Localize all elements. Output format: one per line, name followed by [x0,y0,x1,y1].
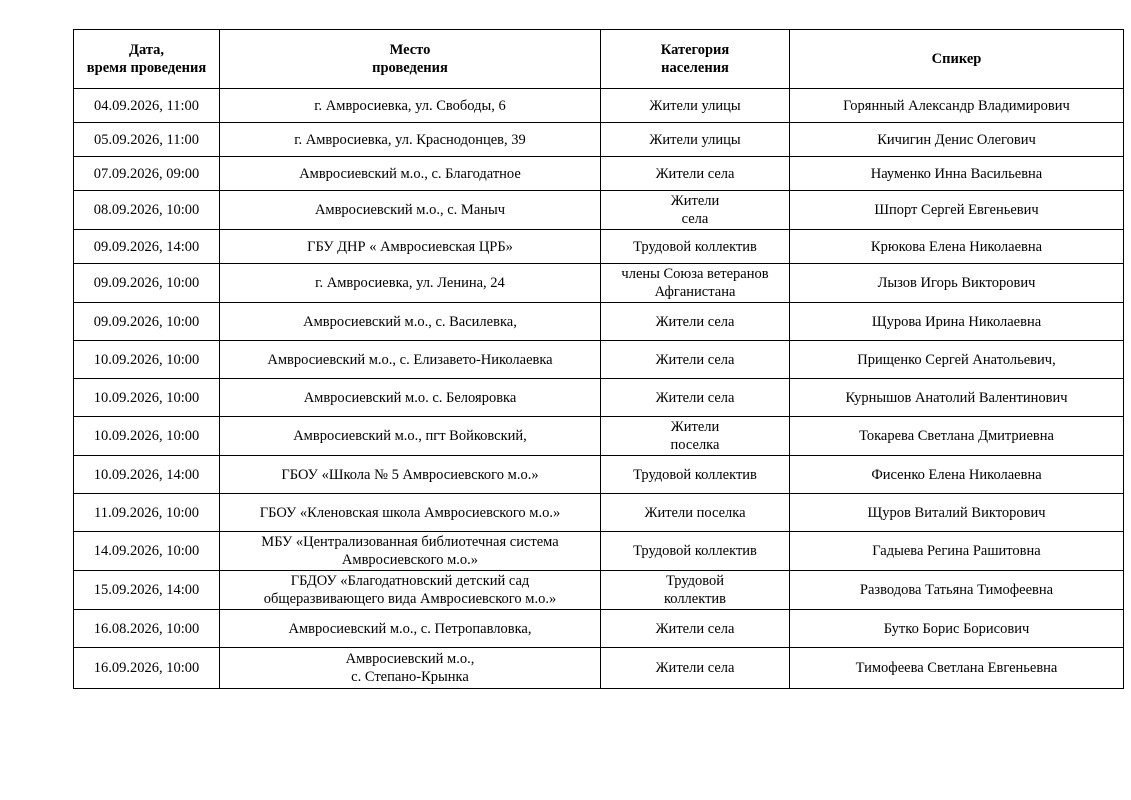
cell-place: Амвросиевский м.о., с. Василевка, [220,303,601,341]
header-category: Категория населения [601,30,790,89]
cell-speaker: Науменко Инна Васильевна [790,157,1124,191]
schedule-table [73,29,1124,689]
header-place: Место проведения [220,30,601,89]
cell-speaker: Токарева Светлана Дмитриевна [790,417,1124,456]
table-row [74,123,1124,157]
table-row [74,89,1124,123]
table-row [74,417,1124,456]
cell-speaker: Фисенко Елена Николаевна [790,456,1124,494]
cell-category: Трудовой коллектив [601,230,790,264]
cell-date: 08.09.2026, 10:00 [74,191,220,230]
cell-date: 09.09.2026, 14:00 [74,230,220,264]
table-row [74,494,1124,532]
cell-category: Жители улицы [601,123,790,157]
cell-speaker: Прищенко Сергей Анатольевич, [790,341,1124,379]
table-header-row [74,30,1124,89]
cell-date: 16.09.2026, 10:00 [74,648,220,689]
cell-place: ГБОУ «Школа № 5 Амвросиевского м.о.» [220,456,601,494]
cell-speaker: Шпорт Сергей Евгеньевич [790,191,1124,230]
cell-place: Амвросиевский м.о., с. Петропавловка, [220,610,601,648]
cell-speaker: Курнышов Анатолий Валентинович [790,379,1124,417]
cell-place: МБУ «Централизованная библиотечная система Амвросиевского м.о.» [220,532,601,571]
cell-category: Жители села [601,379,790,417]
cell-category: Трудовой коллектив [601,571,790,610]
cell-place: Амвросиевский м.о., с. Степано-Крынка [220,648,601,689]
cell-date: 11.09.2026, 10:00 [74,494,220,532]
cell-category: Жители улицы [601,89,790,123]
cell-category: Жители села [601,191,790,230]
cell-date: 10.09.2026, 10:00 [74,379,220,417]
cell-category: Жители села [601,303,790,341]
cell-speaker: Щурова Ирина Николаевна [790,303,1124,341]
table-row [74,379,1124,417]
table-row [74,648,1124,689]
cell-place: Амвросиевский м.о., с. Благодатное [220,157,601,191]
cell-category: Трудовой коллектив [601,532,790,571]
table-row [74,230,1124,264]
cell-date: 16.08.2026, 10:00 [74,610,220,648]
cell-date: 10.09.2026, 10:00 [74,417,220,456]
table-row [74,610,1124,648]
cell-place: Амвросиевский м.о., пгт Войковский, [220,417,601,456]
cell-speaker: Кичигин Денис Олегович [790,123,1124,157]
cell-category: Трудовой коллектив [601,456,790,494]
table-row [74,456,1124,494]
cell-category: Жители села [601,610,790,648]
table-row [74,303,1124,341]
cell-speaker: Горянный Александр Владимирович [790,89,1124,123]
cell-place: Амвросиевский м.о., с. Елизавето-Николаевка [220,341,601,379]
cell-place: Амвросиевский м.о., с. Маныч [220,191,601,230]
cell-place: Амвросиевский м.о. с. Белояровка [220,379,601,417]
cell-date: 04.09.2026, 11:00 [74,89,220,123]
cell-date: 14.09.2026, 10:00 [74,532,220,571]
cell-category: Жители села [601,157,790,191]
cell-speaker: Бутко Борис Борисович [790,610,1124,648]
cell-place: ГБДОУ «Благодатновский детский сад общеразвивающего вида Амвросиевского м.о.» [220,571,601,610]
cell-speaker: Тимофеева Светлана Евгеньевна [790,648,1124,689]
cell-date: 09.09.2026, 10:00 [74,303,220,341]
cell-category: Жители села [601,648,790,689]
header-date: Дата, время проведения [74,30,220,89]
cell-date: 10.09.2026, 14:00 [74,456,220,494]
table-row [74,157,1124,191]
cell-category: Жители поселка [601,494,790,532]
cell-date: 07.09.2026, 09:00 [74,157,220,191]
cell-speaker: Крюкова Елена Николаевна [790,230,1124,264]
cell-category: Жители поселка [601,417,790,456]
cell-place: г. Амвросиевка, ул. Свободы, 6 [220,89,601,123]
cell-speaker: Гадыева Регина Рашитовна [790,532,1124,571]
cell-date: 05.09.2026, 11:00 [74,123,220,157]
cell-date: 09.09.2026, 10:00 [74,264,220,303]
cell-date: 10.09.2026, 10:00 [74,341,220,379]
cell-place: ГБУ ДНР « Амвросиевская ЦРБ» [220,230,601,264]
cell-speaker: Лызов Игорь Викторович [790,264,1124,303]
table-row [74,191,1124,230]
cell-place: г. Амвросиевка, ул. Краснодонцев, 39 [220,123,601,157]
cell-category: члены Союза ветеранов Афганистана [601,264,790,303]
cell-speaker: Разводова Татьяна Тимофеевна [790,571,1124,610]
cell-date: 15.09.2026, 14:00 [74,571,220,610]
table-row [74,341,1124,379]
table-row [74,571,1124,610]
table-row [74,532,1124,571]
cell-place: ГБОУ «Кленовская школа Амвросиевского м.о.» [220,494,601,532]
cell-category: Жители села [601,341,790,379]
cell-place: г. Амвросиевка, ул. Ленина, 24 [220,264,601,303]
header-speaker: Спикер [790,30,1124,89]
table-row [74,264,1124,303]
cell-speaker: Щуров Виталий Викторович [790,494,1124,532]
